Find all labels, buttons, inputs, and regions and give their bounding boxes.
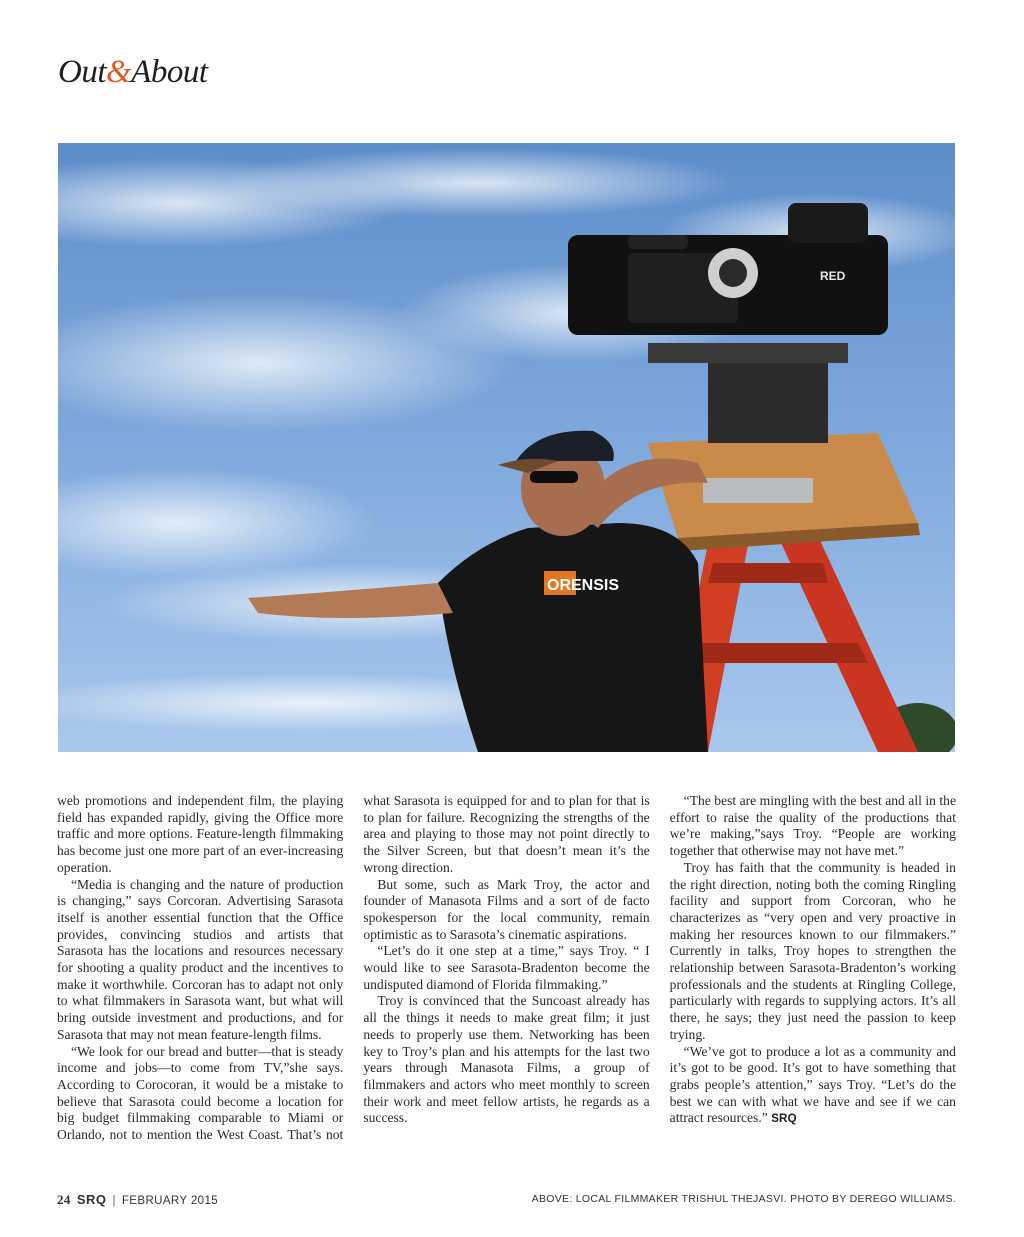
article-body — [57, 793, 956, 1153]
end-signoff: SRQ — [771, 1113, 797, 1126]
paragraph-2: “Media is changing and the nature of production is changing,” says Corcoran. Advertising Sarasota itself is another essential function that the Office provides, convincing studios and artists that Sarasota has the locations and resources necessary for shooting a quality product and the incentives to make it worthwhile. Corcoran has to adapt not only to what filmmakers in Sarasota want, but what will bring outside investment and productions, and for Sarasota that may not mean feature-length films. — [57, 876, 344, 1042]
paragraph-1: web promotions and independent film, the playing field has expanded rapidly, giving the Office more traffic and more options. Feature-length filmmaking has become just one more part of an ever-increasing operation. — [57, 793, 344, 875]
section-title-out: Out — [58, 54, 106, 90]
section-title — [58, 54, 208, 91]
photo-caption: ABOVE: LOCAL FILMMAKER TRISHUL THEJASVI. PHOTO BY DEREGO WILLIAMS. — [531, 1193, 956, 1205]
section-title-about: About — [131, 54, 208, 90]
paragraph-5: “Let’s do it one step at a time,” says Troy. “ I would like to see Sarasota-Bradenton become the undisputed diamond of Florida filmmaking.” — [363, 943, 650, 992]
paragraph-8: Troy has faith that the community is headed in the right direction, noting both the coming Ringling facility and support from Corcoran, who he characterizes as “very open and very proactive in making her resources known to our filmmakers.” Currently in talks, Troy hopes to strengthen the relationship between Sarasota-Bradenton’s working professionals and the students at Ringling College, particularly with regards to supplying actors. It’s all there, he says; they just need the passion to keep trying. — [669, 859, 956, 1042]
paragraph-6: Troy is convinced that the Suncoast already has all the things it needs to make great film; it just needs to properly use them. Networking has been key to Troy’s plan and his attempts for the last two years through Manasota Films, a group of filmmakers and actors who meet monthly to screen their work and meet fellow artists, he regards as a success. — [363, 993, 650, 1126]
paragraph-9-text: “We’ve got to produce a lot as a community and it’s got to be good. It’s got to have something that grabs people’s attention,” says Troy. “Let’s do the best we can with what we have and see if we can attract resources.” — [669, 1043, 956, 1126]
paragraph-7: “The best are mingling with the best and all in the effort to raise the quality of the productions that we’re making,”says Troy. “People are working together that otherwise may not have met.” — [669, 793, 956, 859]
page-folio — [57, 1192, 218, 1208]
page-number: 24 — [57, 1192, 71, 1207]
section-title-ampersand: & — [106, 54, 132, 90]
feature-photo — [58, 143, 955, 752]
paragraph-3: “We look for our bread and butter—that is steady income and jobs—to come from TV,”she says. According to Corocoran, it would be a mistake to believe that Sarasota could become a location for big budget filmmaking comparable to Miami or Orlando, not to mention the West Coast. That’s not what Sarasota is equipped for and to plan for that is to plan for failure. Recognizing the strengths of the area and playing to those may not point directly to the Silver Screen, but that doesn’t mean it’s the wrong direction. — [57, 793, 650, 1143]
magazine-name: SRQ — [76, 1192, 107, 1207]
filmmaker-photo-illustration — [58, 143, 955, 752]
paragraph-9 — [670, 1044, 956, 1129]
issue-date: FEBRUARY 2015 — [121, 1195, 219, 1207]
camera-brand: RED — [820, 269, 846, 283]
paragraph-4: But some, such as Mark Troy, the actor and founder of Manasota Films and a sort of de facto spokesperson for the local community, remain optimistic as to Sarasota’s cinematic aspirations. — [363, 876, 650, 942]
folio-separator: | — [112, 1195, 116, 1207]
shirt-logo: ORENSIS — [547, 577, 620, 594]
